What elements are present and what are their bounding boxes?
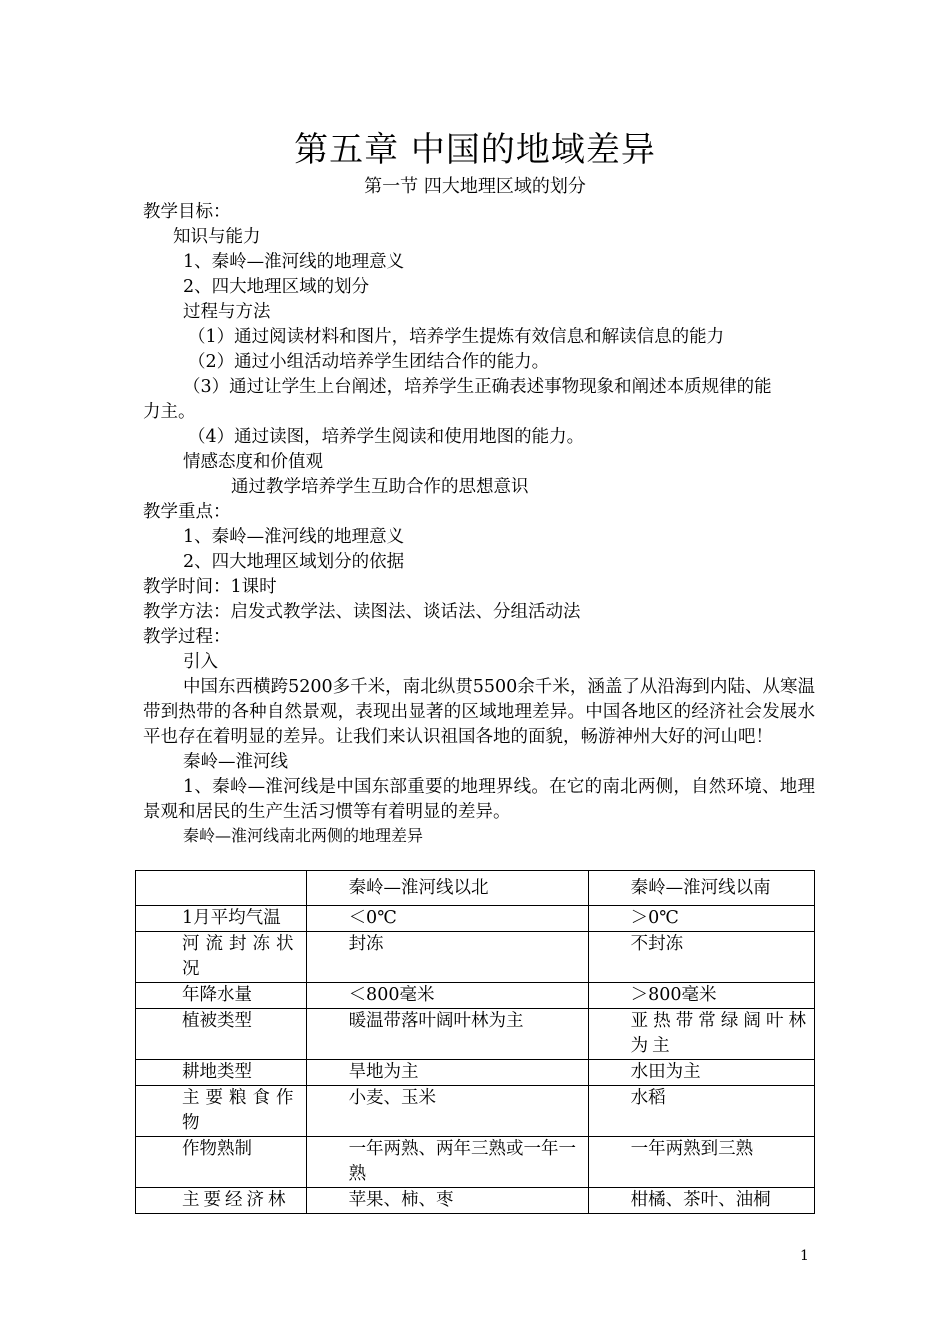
- comparison-table: [135, 870, 815, 1214]
- table-row: [136, 1188, 815, 1214]
- table-cell: 暖温带落叶阔叶林为主: [306, 1009, 588, 1060]
- goals-heading: 教学目标：: [143, 202, 231, 222]
- table-row: [136, 932, 815, 983]
- emotion-heading: 情感态度和价值观: [183, 452, 323, 472]
- teaching-method: 教学方法：启发式教学法、读图法、谈话法、分组活动法: [143, 602, 581, 622]
- table-cell: 作物熟制: [136, 1137, 307, 1188]
- table-cell: 主要粮食作物: [136, 1086, 307, 1137]
- table-row: [136, 906, 815, 932]
- table-cell: 年降水量: [136, 983, 307, 1009]
- table-cell: ＞800毫米: [588, 983, 814, 1009]
- chapter-title: 第五章 中国的地域差异: [294, 130, 656, 170]
- table-caption: 秦岭—淮河线南北两侧的地理差异: [183, 826, 424, 845]
- table-cell: 水稻: [588, 1086, 814, 1137]
- page-number: 1: [800, 1248, 809, 1264]
- table-cell: 河流封冻状况: [136, 932, 307, 983]
- process-item-continued: 力主。: [143, 402, 196, 422]
- emotion-text: 通过教学培养学生互助合作的思想意识: [231, 477, 529, 497]
- table-row: [136, 1060, 815, 1086]
- knowledge-item: 1、秦岭—淮河线的地理意义: [183, 252, 405, 272]
- knowledge-item: 2、四大地理区域的划分: [183, 277, 370, 297]
- table-cell: 主要经济林: [136, 1188, 307, 1214]
- process-item: （1）通过阅读材料和图片，培养学生提炼有效信息和解读信息的能力: [188, 327, 725, 347]
- table-row: [136, 983, 815, 1009]
- table-cell: 小麦、玉米: [306, 1086, 588, 1137]
- knowledge-heading: 知识与能力: [173, 227, 261, 247]
- key-point-item: 2、四大地理区域划分的依据: [183, 552, 405, 572]
- table-cell: 植被类型: [136, 1009, 307, 1060]
- document-body: [143, 200, 815, 847]
- table-cell: ＞0℃: [588, 906, 814, 932]
- table-cell: 一年两熟到三熟: [588, 1137, 814, 1188]
- process-item: （4）通过读图，培养学生阅读和使用地图的能力。: [188, 427, 585, 447]
- table-cell: 苹果、柿、枣: [306, 1188, 588, 1214]
- key-point-item: 1、秦岭—淮河线的地理意义: [183, 527, 405, 547]
- process-heading: 过程与方法: [183, 302, 271, 322]
- table-row: [136, 1009, 815, 1060]
- table-header-cell: 秦岭—淮河线以南: [588, 871, 814, 906]
- table-cell: 亚热带常绿阔叶林为主: [588, 1009, 814, 1060]
- teaching-time: 教学时间：1课时: [143, 577, 277, 597]
- intro-paragraph: 中国东西横跨5200多千米，南北纵贯5500余千米，涵盖了从沿海到内陆、从寒温带到热带的各种自然景观，表现出显著的区域地理差异。中国各地区的经济社会发展水平也存在着明显的差异。让我们来认识祖国各地的面貌，畅游神州大好的河山吧！: [143, 677, 815, 747]
- teaching-process-heading: 教学过程：: [143, 627, 231, 647]
- table-cell: 旱地为主: [306, 1060, 588, 1086]
- intro-heading: 引入: [183, 652, 218, 672]
- table-row: [136, 1086, 815, 1137]
- process-item: （3）通过让学生上台阐述，培养学生正确表述事物现象和阐述本质规律的能: [183, 377, 772, 397]
- process-item: （2）通过小组活动培养学生团结合作的能力。: [188, 352, 550, 372]
- table-header-cell: [136, 871, 307, 906]
- table-cell: ＜800毫米: [306, 983, 588, 1009]
- section-title: 第一节 四大地理区域的划分: [364, 176, 586, 197]
- table-cell: 封冻: [306, 932, 588, 983]
- table-cell: 一年两熟、两年三熟或一年一熟: [306, 1137, 588, 1188]
- table-cell: ＜0℃: [306, 906, 588, 932]
- table-cell: 不封冻: [588, 932, 814, 983]
- table-cell: 柑橘、茶叶、油桐: [588, 1188, 814, 1214]
- table-header-row: [136, 871, 815, 906]
- qinling-heading: 秦岭—淮河线: [183, 752, 288, 772]
- table-cell: 耕地类型: [136, 1060, 307, 1086]
- key-points-heading: 教学重点：: [143, 502, 231, 522]
- qinling-paragraph: 1、秦岭—淮河线是中国东部重要的地理界线。在它的南北两侧，自然环境、地理景观和居民的生产生活习惯等有着明显的差异。: [143, 777, 815, 822]
- table-cell: 水田为主: [588, 1060, 814, 1086]
- table-header-cell: 秦岭—淮河线以北: [306, 871, 588, 906]
- table-cell: 1月平均气温: [136, 906, 307, 932]
- table-row: [136, 1137, 815, 1188]
